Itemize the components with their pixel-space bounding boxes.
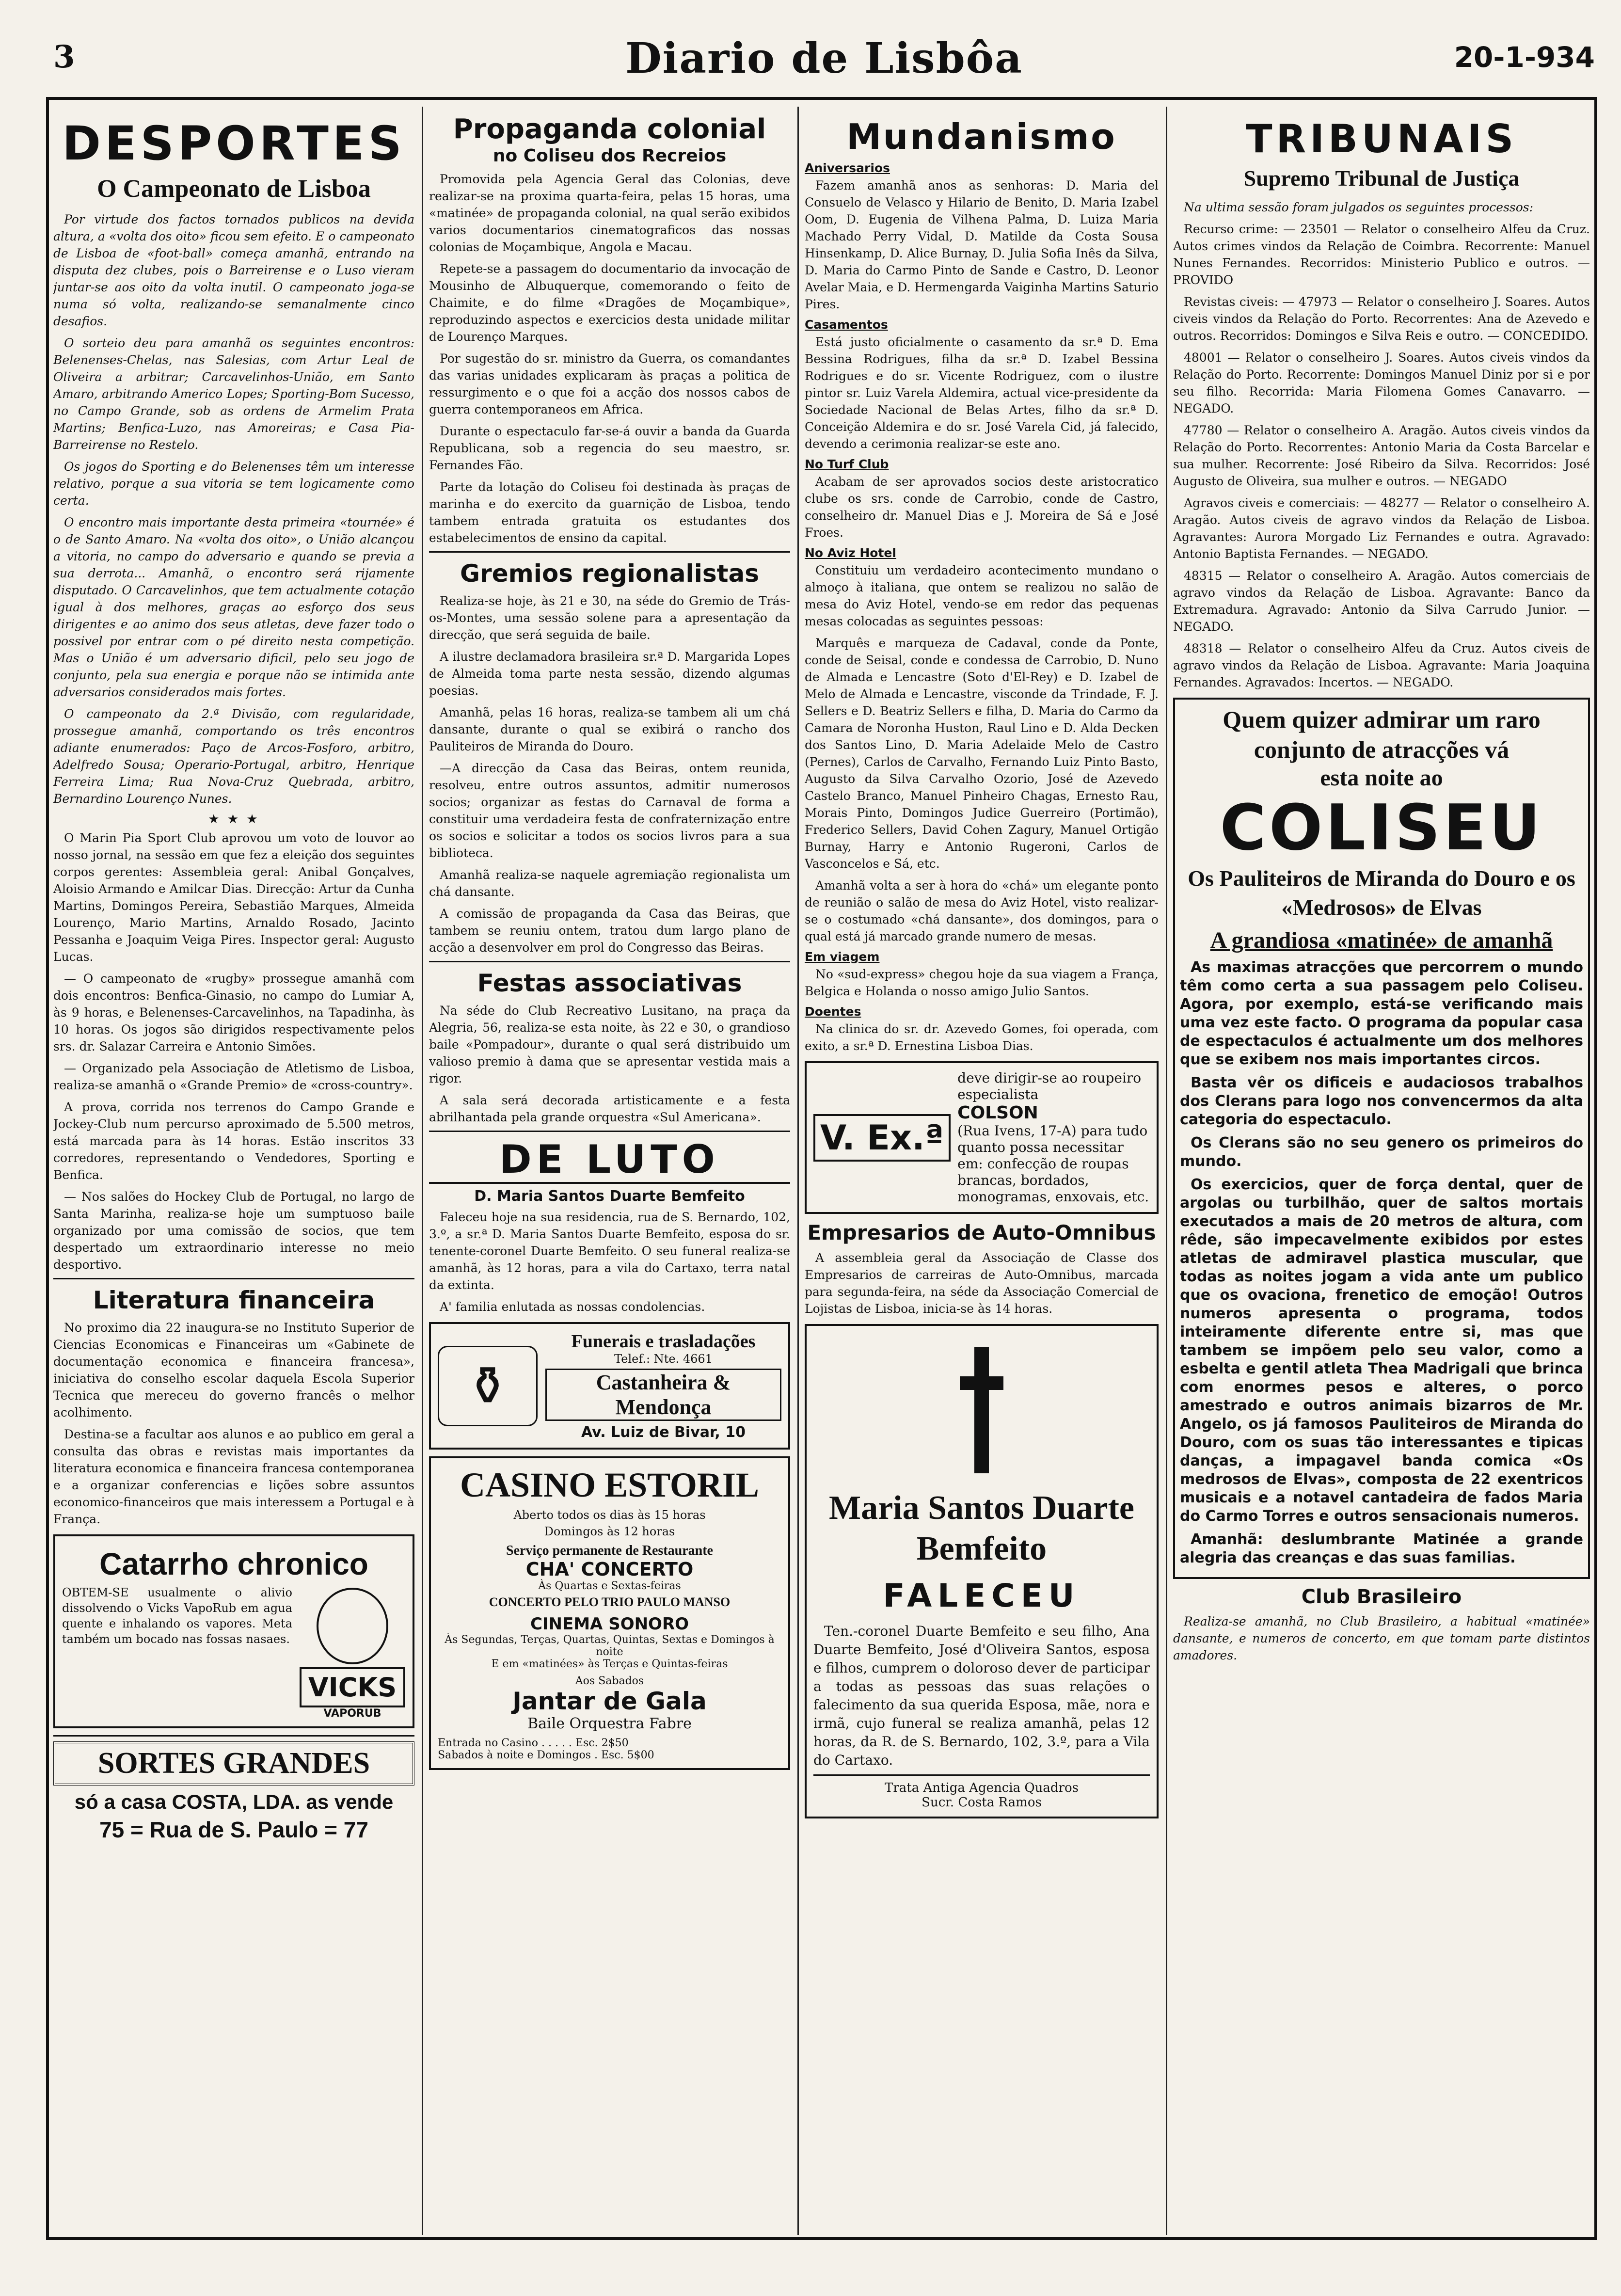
article-paragraph: 48318 — Relator o conselheiro Alfeu da Cruz. Autos civeis de agravo vindos da Relação de Lisboa. Agravante: Maria Joaquina Fernandes. Agravados: Incertos. — NEGADO. [1173, 641, 1590, 689]
article-paragraph: 48315 — Relator o conselheiro A. Aragão. Autos comerciais de agravo vindos da Relação de Lisboa. Agravante: Banco da Extremadura. Agravado: Antonio da Silva Carrudo Junior. — NEGADO. [1173, 569, 1590, 634]
article-paragraph: O encontro mais importante desta primeira «tournée» é o de Santo Amaro. Na «volta dos oito», o União alcançou a vitoria, no campo do adversario e quando se previa a sua derrota... Amanhã, o encontro será rijamente disputado. O Carcavelinhos, que tem actualmente cotação igual à dos melhores, graças ao esforço dos seus dirigentes e ao animo dos seus atletas, deve fazer todo o possivel por entrar com o pé direito nesta competição. Mas o União é um adversario dificil, pelo seu jogo de conjunto, pela sua energia e porque não se intimida ante adversarios considerados mais fortes. [53, 515, 414, 699]
article-paragraph: Por sugestão do sr. ministro da Guerra, os comandantes das varias unidades explicaram às praças a politica de ressurgimento e o que foi a acção dos nossos cabos de guerra contemporaneos em Africa. [429, 351, 790, 416]
subsection-title: Casamentos [805, 318, 888, 332]
article-title: Empresarios de Auto-Omnibus [807, 1221, 1156, 1244]
ad-phone: Telef.: Nte. 4661 [614, 1352, 713, 1366]
coliseu-subtitle: Os Pauliteiros de Miranda do Douro e os «Medrosos» de Elvas [1188, 866, 1575, 920]
article-paragraph: — O campeonato de «rugby» prossegue amanhã com dois encontros: Benfica-Ginasio, no campo do Lumiar A, às 9 horas, e Belenenses-Carcavelinhos, na Tapadinha, às 10 horas. Os jogos são dirigidos respectivamente pelos srs. dr. Salazar Carreira e Antonio Simões. [53, 972, 414, 1053]
cross-icon [960, 1347, 1003, 1473]
article-paragraph: Os jogos do Sporting e do Belenenses têm um interesse relativo, porque a sua vitoria se tem logicamente como certa. [53, 460, 414, 508]
article-paragraph: Agravos civeis e comerciais: — 48277 — Relator o conselheiro A. Aragão. Autos civeis de agravo vindos da Relação de Lisboa. Agravantes: Aurora Morgado Liz Fernandes e outra. Agravado: Antonio Baptista Fernandes. — NEGADO. [1173, 496, 1590, 561]
ad-brand: Castanheira & Mendonça [545, 1369, 781, 1421]
obituary-name: Maria Santos Duarte Bemfeito [829, 1489, 1134, 1567]
article-paragraph: O sorteio deu para amanhã os seguintes encontros: Belenenses-Chelas, nas Salesias, com Artur Leal de Oliveira a arbitrar; Carcavelinhos-União, em Santo Amaro, arbitrando Americo Lopes; Sporting-Bom Sucesso, no Campo Grande, sob as ordens de Armelim Prata Martins; Benfica-Luzo, nas Amoreiras; e Casa Pia-Barreirense no Restelo. [53, 336, 414, 452]
coliseu-paragraph: Amanhã: deslumbrante Matinée a grande alegria das creanças e das suas familias. [1180, 1531, 1583, 1566]
obituary-faleceu: FALECEU [883, 1577, 1081, 1614]
ad-title: V. Ex.ª [813, 1114, 951, 1162]
divider [53, 1278, 414, 1279]
column-rule [422, 107, 423, 2235]
article-paragraph: Repete-se a passagem do documentario da invocação de Mousinho de Albuquerque, comemorando o feito de Chaimite, e do filme «Dragões de Moçambique», reproduzindo aspectos e exercicios desta unidade militar de Lourenço Marques. [429, 262, 790, 344]
article-paragraph: Constituiu um verdadeiro acontecimento mundano o almoço à italiana, que ontem se realizou no salão de mesa do Aviz Hotel, vendo-se em redor das pequenas mesas colocadas as seguintes pessoas: [805, 563, 1159, 628]
obituary-text: Ten.-coronel Duarte Bemfeito e seu filho, Ana Duarte Bemfeito, José d'Oliveira Santos, esposa e filhos, cumprem o doloroso dever de participar a todas as pessoas das suas relações o falecimento da sua querida Esposa, mãe, nora e irmã, cujo funeral se realiza amanhã, pelas 12 horas, da R. de S. Bernardo, 102, 3.º, para a Vila do Cartaxo. [813, 1623, 1150, 1768]
article-paragraph: A prova, corrida nos terrenos do Campo Grande e Jockey-Club num percurso aproximado de 5.500 metros, está marcada para às 14 horas. Estão inscritos 33 corredores, representando o Vendedores, Sporting e Benfica. [53, 1100, 414, 1182]
article-paragraph: Fazem amanhã anos as senhoras: D. Maria del Consuelo de Velasco y Hilario de Benito, D. Maria Izabel Oom, D. Eugenia de Vilhena Palma, D. Luiza Maria Machado Perry Vidal, D. Matilde da Costa Sousa Hinsenkamp, D. Alice Burnay, D. Julia Sofia Inês da Silva, D. Maria do Carmo Pinto de Sande e Castro, D. Leonor Avelar Maia, e D. Hermengarda Vaiginha Martins Saturio Pires. [805, 178, 1159, 311]
ad-line: Sabados à noite e Domingos . Esc. 5$00 [438, 1749, 654, 1761]
stars-separator: ★ ★ ★ [208, 812, 260, 827]
ad-title: Catarrho chronico [99, 1547, 368, 1581]
luto-name: D. Maria Santos Duarte Bemfeito [474, 1188, 745, 1205]
column-rule [797, 107, 799, 2235]
coliseu-article [1173, 698, 1590, 1579]
article-paragraph: Acabam de ser aprovados socios deste aristocratico clube os srs. conde de Carrobio, conde de Castro, conselheiro dr. Manuel Dias e J. Moreira de Sá e José Froes. [805, 475, 1159, 540]
divider [429, 1131, 790, 1132]
vicks-logo [300, 1667, 405, 1707]
article-paragraph: — Nos salões do Hockey Club de Portugal, no largo de Santa Marinha, realiza-se hoje um sumptuoso baile organizado por uma comissão de socios, que tem despertado um extraordinario interesse no meio desportivo. [53, 1190, 414, 1272]
ad-title: Funerais e trasladações [571, 1331, 756, 1352]
ad-line: Jantar de Gala [512, 1687, 707, 1715]
article-title: Supremo Tribunal de Justiça [1243, 166, 1520, 191]
article-paragraph: O Marin Pia Sport Club aprovou um voto de louvor ao nosso jornal, na sessão em que fez a eleição dos seguintes corpos gerentes: Assembleia geral: Anibal Gonçalves, Aloisio Armando e Amilcar Dias. Direcção: Artur da Cunha Martins, Domingos Pereira, Sebastião Marques, Almeida Lourenço, Mario Martins, Arnaldo Rosado, Jacinto Pessanha e Joaquim Veiga Pires. Inspector geral: Augusto Lucas. [53, 831, 414, 964]
casino-estoril-ad [429, 1456, 790, 1770]
page-number: 3 [53, 39, 75, 75]
coliseu-headline: Quem quizer admirar um raro conjunto de atracções vá [1223, 706, 1541, 763]
article-paragraph: A comissão de propaganda da Casa das Beiras, que tambem se reuniu ontem, tratou dum largo plano de acção a desenvolver em prol do Congresso das Beiras. [429, 907, 790, 955]
obituary-footer: Trata Antiga Agencia Quadros [884, 1781, 1079, 1795]
newspaper-title: Diario de Lisbôa [625, 34, 1023, 83]
woman-illustration-icon [317, 1588, 388, 1664]
masthead [53, 34, 1595, 82]
sortes-title: SORTES GRANDES [53, 1741, 414, 1786]
ad-title: CASINO ESTORIL [460, 1466, 759, 1504]
obituary-footer: Sucr. Costa Ramos [922, 1795, 1042, 1810]
article-paragraph: Parte da lotação do Coliseu foi destinada às praças de marinha e do exercito da guarnição de Lisboa, tendo tambem entrada gratuita os estudantes dos estabelecimentos de ensino da capital. [429, 480, 790, 545]
subsection-title: Aniversarios [805, 161, 890, 175]
article-paragraph: Destina-se a facultar aos alunos e ao publico em geral a consulta das obras e revistas mais importantes da literatura economica e financeira francesa contemporanea e a organizar conferencias e lições sobre assuntos economico-financeiros que mais interessem a Portugal e à França. [53, 1427, 414, 1526]
article-paragraph: Na ultima sessão foram julgados os seguintes processos: [1184, 200, 1534, 214]
section-title-tribunais: TRIBUNAIS [1245, 116, 1518, 161]
subsection-title: Doentes [805, 1004, 861, 1019]
ad-line: deve dirigir-se ao roupeiro especialista [957, 1070, 1142, 1102]
ad-line: Às Segundas, Terças, Quartas, Quintas, Sextas e Domingos à noite [445, 1634, 775, 1658]
coliseu-headline-2: esta noite ao [1320, 765, 1443, 791]
ad-address: Av. Luiz de Bivar, 10 [581, 1424, 746, 1441]
ad-line: Baile Orquestra Fabre [527, 1715, 692, 1732]
ad-brand: VICKS [308, 1672, 397, 1703]
subsection-title: Em viagem [805, 950, 880, 964]
article-paragraph: Faleceu hoje na sua residencia, rua de S. Bernardo, 102, 3.º, a sr.ª D. Maria Santos Duarte Bemfeito, esposa do sr. tenente-coronel Duarte Bemfeito. O seu funeral realiza-se amanhã, às 12 horas, para a vila do Cartaxo, terra natal da extinta. [429, 1210, 790, 1292]
sortes-address: 75 = Rua de S. Paulo = 77 [99, 1817, 368, 1842]
article-paragraph: A sala será decorada artisticamente e a festa abrilhantada pela grande orquestra «Sul Americana». [429, 1093, 790, 1124]
coliseu-title: COLISEU [1220, 791, 1543, 864]
subsection-title: No Turf Club [805, 457, 889, 471]
article-paragraph: — Organizado pela Associação de Atletismo de Lisboa, realiza-se amanhã o «Grande Premio» de «cross-country». [53, 1061, 414, 1092]
article-paragraph: No proximo dia 22 inaugura-se no Instituto Superior de Ciencias Economicas e Financeiras um «Gabinete de documentação economica e financeira francesa», iniciativa do conselho escolar daquela Escola Superior Tecnica que mereceu do governo francês o melhor acolhimento. [53, 1321, 414, 1419]
article-paragraph: Realiza-se hoje, às 21 e 30, na séde do Gremio de Trás-os-Montes, uma sessão solene para a apresentação da direcção, que será seguida de baile. [429, 594, 790, 642]
column-mundanismo [805, 112, 1159, 2230]
article-paragraph: A ilustre declamadora brasileira sr.ª D. Margarida Lopes de Almeida toma parte nesta sessão, dizendo algumas poesias. [429, 650, 790, 698]
article-paragraph: Realiza-se amanhã, no Club Brasileiro, a habitual «matinée» dansante, e numeros de concerto, em que tomam parte distintos amadores. [1173, 1614, 1590, 1662]
article-title: Festas associativas [477, 969, 742, 997]
article-paragraph: Amanhã volta a ser à hora do «chá» um elegante ponto de reunião o salão de mesa do Aviz Hotel, visto realizar-se o costumado «chá dansante», dos domingos, para o qual está já marcado grande numero de mesas. [805, 878, 1159, 943]
column-rule [1166, 107, 1167, 2235]
column-tribunais [1173, 112, 1590, 2230]
article-paragraph: A assembleia geral da Associação de Classe dos Empresarios de carreiras de Auto-Omnibus, marcada para segunda-feira, na séde da Associação Comercial de Lojistas de Lisboa, inicia-se às 14 horas. [805, 1251, 1159, 1316]
article-paragraph: —A direcção da Casa das Beiras, ontem reunida, resolveu, entre outros assuntos, admitir numerosos socios; organizar as festas do Carnaval de forma a constituir uma verdadeira festa de confraternização entre os socios e solicitar a todos os socios livros para a sua biblioteca. [429, 761, 790, 860]
column-center-left [429, 112, 790, 2230]
article-paragraph: 47780 — Relator o conselheiro A. Aragão. Autos civeis vindos da Relação do Porto. Recorrentes: Antonio Maria da Costa Barcelar e sua mulher. Recorrente: José Ribeiro da Silva. Recorridos: José Augusto de Oliveira, sua mulher e outros. — NEGADO [1173, 423, 1590, 488]
column-desportes [53, 112, 414, 2230]
article-paragraph: Revistas civeis: — 47973 — Relator o conselheiro J. Soares. Autos civeis vindos da Relação do Porto. Recorrentes: Ana de Azevedo e outros. Recorridos: Domingos e Silva Reis e outro. — CONCEDIDO. [1173, 295, 1590, 343]
article-title: Propaganda colonial [453, 113, 766, 145]
divider [429, 961, 790, 962]
article-title: Club Brasileiro [1301, 1586, 1462, 1608]
section-title-desportes: DESPORTES [62, 116, 406, 171]
luto-title: DE LUTO [429, 1137, 790, 1184]
ad-line: CINEMA SONORO [530, 1614, 689, 1634]
ad-line: (Rua Ivens, 17-A) para tudo quanto possa necessitar em: confecção de roupas brancas, bordados, monogramas, enxovais, etc. [957, 1123, 1149, 1205]
subsection-title: No Aviz Hotel [805, 546, 896, 560]
ad-brand-sub: VAPORUB [323, 1707, 381, 1720]
vicks-ad [53, 1534, 414, 1728]
article-subtitle: no Coliseu dos Recreios [493, 146, 727, 166]
hearse-carriage-icon: ⚱ [438, 1346, 538, 1426]
article-title: O Campeonato de Lisboa [97, 175, 371, 203]
ad-line: E em «matinées» às Terças e Quintas-feiras [491, 1658, 728, 1670]
sortes-line: só a casa COSTA, LDA. as vende [74, 1790, 394, 1813]
divider [429, 551, 790, 553]
coliseu-paragraph: As maximas atracções que percorrem o mundo têm como certa a sua passagem pelo Coliseu. Agora, por exemplo, está-se verificando mais uma vez este facto. O programa da popular casa de espectaculos é actualmente um dos melhores que se exibem nos mais importantes circos. [1180, 959, 1583, 1068]
ad-line: CONCERTO PELO TRIO PAULO MANSO [489, 1595, 731, 1609]
ad-text: OBTEM-SE usualmente o alivio dissolvendo o Vicks VapoRub em agua quente e inhalando os vapores. Meta também um bocado nas fossas nasaes. [62, 1586, 292, 1646]
coliseu-paragraph: Os exercicios, quer de força dental, quer de argolas ou turbilhão, quer de saltos mortais executados a mais de 20 metros de altura, com rêde, são impecavelmente exibidos por estes atletas de admiravel plastica muscular, que todas as noites jogam a vida ante um publico que os ovaciona, frenetico de emoção! Outros numeros apresenta o programa, todos inteiramente diferente entre si, mas que tambem se impõem pelo seu valor, como a esbelta e gentil atleta Thea Madrigali que brinca com enormes pesos e alteres, o porco amestrado e outros animais bizarros de Mr. Angelo, os já famosos Pauliteiros de Miranda do Douro, com os suas tão interessantes e tipicas danças, a impagavel banda comica «Os medrosos de Elvas», composta de 22 exentricos musicais e a notavel cantadeira de fados Maria do Carmo Torres e outros sensacionais numeros. [1180, 1176, 1583, 1525]
colson-ad [805, 1061, 1159, 1214]
article-paragraph: Amanhã, pelas 16 horas, realiza-se tambem ali um chá dansante, durante o qual se exibirá o rancho dos Pauliteiros de Miranda do Douro. [429, 705, 790, 753]
coliseu-paragraph: Basta vêr os dificeis e audaciosos trabalhos dos Clerans para logo nos convencermos da alta categoria do espectaculo. [1180, 1074, 1583, 1128]
article-paragraph: Promovida pela Agencia Geral das Colonias, deve realizar-se na proxima quarta-feira, pelas 15 horas, uma «matinée» de propaganda colonial, na qual serão exibidos varios documentarios cinematograficos das nossas colonias de Moçambique, Angola e Macau. [429, 172, 790, 254]
article-paragraph: Na clinica do sr. dr. Azevedo Gomes, foi operada, com exito, a sr.ª D. Ernestina Lisboa Dias. [805, 1022, 1159, 1053]
article-title: Gremios regionalistas [460, 559, 759, 588]
ad-line: Serviço permanente de Restaurante [506, 1543, 713, 1558]
article-paragraph: A' familia enlutada as nossas condolencias. [440, 1300, 705, 1314]
article-paragraph: O campeonato da 2.ª Divisão, com regularidade, prossegue amanhã, comportando os três encontros adiante enumerados: Paço de Arcos-Fosforo, arbitro, Adelfredo Sousa; Operario-Portugal, arbitro, Henrique Ferreira Lima; Rua Nova-Cruz Quebrada, arbitro, Bernardino Lourenço Nunes. [53, 707, 414, 806]
article-paragraph: Recurso crime: — 23501 — Relator o conselheiro Alfeu da Cruz. Autos crimes vindos da Relação de Coimbra. Recorrente: Manuel Nunes Fernandes. Recorridos: Ministerio Publico e outros. — PROVIDO [1173, 222, 1590, 287]
article-paragraph: Amanhã realiza-se naquele agremiação regionalista um chá dansante. [429, 868, 790, 899]
article-paragraph: No «sud-express» chegou hoje da sua viagem a França, Belgica e Holanda o nosso amigo Julio Santos. [805, 967, 1159, 998]
ad-line: Aos Sabados [575, 1675, 644, 1687]
coliseu-paragraph: Os Clerans são no seu genero os primeiros do mundo. [1180, 1134, 1583, 1170]
coliseu-matinee: A grandiosa «matinée» de amanhã [1210, 927, 1553, 953]
issue-date: 20-1-934 [1454, 41, 1595, 74]
article-title: Literatura financeira [93, 1286, 375, 1314]
section-title-mundanismo: Mundanismo [846, 116, 1117, 157]
funerais-ad [429, 1322, 790, 1450]
article-paragraph: Por virtude dos factos tornados publicos na devida altura, a «volta dos oito» ficou sem efeito. E o campeonato de Lisboa de «foot-ball» começa amanhã, entrando na disputa dez clubes, pois o Barreirense e o Luso vieram juntar-se aos oito da volta inutil. O campeonato joga-se numa só volta, realizando-se semanalmente cinco desafios. [53, 212, 414, 328]
divider [813, 1774, 1150, 1776]
article-paragraph: Durante o espectaculo far-se-á ouvir a banda da Guarda Republicana, sob a regencia do seu maestro, sr. Fernandes Fão. [429, 424, 790, 472]
ad-line: Às Quartas e Sextas-feiras [538, 1580, 681, 1592]
ad-line: CHA' CONCERTO [525, 1559, 694, 1580]
article-paragraph: Na séde do Club Recreativo Lusitano, na praça da Alegria, 56, realiza-se esta noite, às 22 e 30, o grandioso baile «Pompadour», durante o qual será distribuido um valioso premio à dama que se apresentar vestida mais a rigor. [429, 1004, 790, 1085]
ad-line: Entrada no Casino . . . . . Esc. 2$50 [438, 1737, 629, 1749]
obituary-notice [805, 1324, 1159, 1818]
ad-line: Aberto todos os dias às 15 horas [513, 1508, 706, 1522]
article-paragraph: 48001 — Relator o conselheiro J. Soares. Autos civeis vindos da Relação do Porto. Recorrente: Domingos Manuel Diniz por si e por seu filho. Recorrida: Maria Filomena Gomes Canavarro. — NEGADO. [1173, 351, 1590, 415]
divider [53, 1735, 414, 1737]
article-paragraph: Marquês e marqueza de Cadaval, conde da Ponte, conde de Seisal, conde e condessa de Carrobio, D. Nuno de Almada e Lencastre (Soto d'El-Rey) e D. Izabel de Melo de Almada e Lencastre, visconde da Trindade, F. J. Sellers e D. Beatriz Sellers e filha, D. Maria do Carmo da Camara de Noronha Huston, Raul Lino e D. Alda Decken dos Santos Lino, D. Maria Adelaide Melo de Castro (Pernes), Carlos de Carvalho, Fernando Luiz Pinto Basto, Augusto da Silva Carvalho Ozorio, José de Azevedo Castelo Branco, Manuel Pinheiro Chagas, Ernesto Rau, Morais Pinto, Domingos Judice Guerreiro (Portimão), Frederico Sellers, David Cohen Zagury, Manuel Ortigão Burnay, Harry e Antonio Rugeroni, Carlos de Vasconcelos e Sá, etc. [805, 636, 1159, 871]
ad-brand: COLSON [957, 1103, 1038, 1123]
article-paragraph: Está justo oficialmente o casamento da sr.ª D. Ema Bessina Rodrigues, filha da sr.ª D. Izabel Bessina Rodrigues e do sr. Vicente Rodriguez, com o ilustre pintor sr. Luiz Varela Aldemira, actual vice-presidente da Sociedade Nacional de Belas Artes, filho da sr.ª D. Conceição Aldemira e do sr. José Varela Cid, já falecido, devendo a cerimonia realizar-se este ano. [805, 335, 1159, 451]
ad-line: Domingos às 12 horas [544, 1525, 675, 1538]
